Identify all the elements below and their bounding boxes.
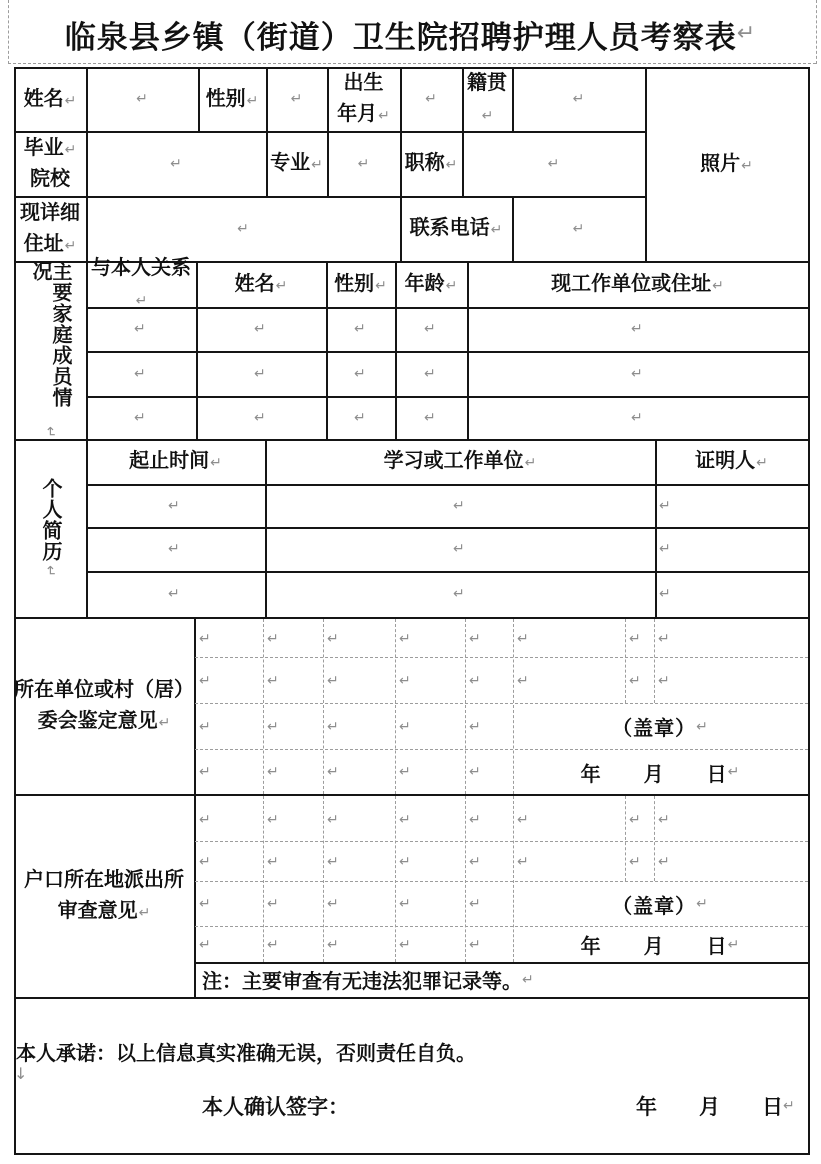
birthdate-label	[327, 67, 400, 131]
paragraph-mark: ↵	[246, 92, 259, 109]
birthdate-label-line1: 出生	[343, 72, 384, 94]
signature-label	[202, 1090, 442, 1122]
paragraph-mark: ↵	[267, 672, 279, 689]
paragraph-mark: ↵	[399, 896, 411, 912]
stamp-label-text: （盖章）	[612, 895, 697, 918]
paragraph-mark: ↵	[629, 811, 641, 828]
paragraph-mark: ↵	[572, 91, 585, 107]
paragraph-mark: ↵	[134, 365, 146, 382]
paragraph-mark: ↵	[267, 936, 279, 953]
paragraph-mark: ↵	[712, 277, 724, 294]
paragraph-mark: ↵	[547, 155, 560, 172]
police-opinion-label	[14, 794, 194, 997]
paragraph-mark: ↵	[134, 321, 146, 337]
paragraph-mark: ↵	[756, 455, 768, 471]
paragraph-mark: ↵	[453, 497, 465, 514]
paragraph-mark: ↵	[168, 497, 180, 514]
family-header-gender	[326, 261, 395, 307]
paragraph-mark: ↵	[199, 811, 211, 828]
paragraph-mark: ↵	[469, 896, 481, 912]
name-input-cell[interactable]	[88, 69, 196, 129]
paragraph-mark: ↵	[275, 277, 288, 294]
paragraph-mark: ↵	[517, 853, 529, 870]
paragraph-mark: ↵	[696, 718, 709, 735]
paragraph-mark: ↵	[327, 811, 339, 828]
paragraph-mark: ↵	[64, 92, 77, 109]
text-boundary-bottom	[8, 63, 816, 64]
paragraph-mark: ↵	[631, 321, 643, 337]
paragraph-mark: ↵	[399, 936, 411, 953]
family-row-3[interactable]	[86, 396, 808, 439]
police-opinion-note	[194, 962, 808, 997]
paragraph-mark: ↵	[170, 155, 182, 172]
paragraph-mark: ↵	[41, 565, 58, 577]
native-place-label	[462, 67, 512, 131]
paragraph-mark: ↵	[658, 853, 670, 870]
paragraph-mark: ↵	[327, 896, 339, 912]
paragraph-mark: ↵	[727, 764, 741, 780]
header-text: 起止时间	[129, 450, 210, 472]
paragraph-mark: ↵	[354, 365, 366, 382]
header-text: 年龄	[404, 272, 445, 295]
police-opinion-write-row-1[interactable]	[194, 798, 808, 841]
paragraph-mark: ↵	[210, 455, 222, 471]
major-label	[266, 131, 327, 196]
paragraph-mark: ↵	[41, 426, 58, 438]
paragraph-mark: ↵	[783, 1098, 795, 1114]
paragraph-mark: ↵	[199, 936, 211, 953]
paragraph-mark: ↵	[290, 91, 303, 107]
family-row-1[interactable]	[86, 307, 808, 351]
paragraph-mark: ↵	[736, 21, 757, 46]
paragraph-mark: ↵	[424, 365, 436, 382]
paragraph-mark: ↵	[199, 853, 211, 870]
address-label-line1: 现详细	[20, 201, 80, 224]
table-line	[808, 67, 810, 1155]
paragraph-mark: ↵	[490, 222, 503, 238]
paragraph-mark: ↵	[399, 630, 411, 647]
paragraph-mark: ↵	[727, 936, 741, 953]
header-text: 学习或工作单位	[383, 450, 524, 472]
paragraph-mark: ↵	[517, 811, 529, 828]
date-label-text: 年 月 日	[636, 1095, 783, 1119]
paragraph-mark: ↵	[237, 220, 249, 237]
paragraph-mark: ↵	[375, 277, 387, 294]
paragraph-mark: ↵	[631, 409, 643, 426]
paragraph-mark: ↵	[469, 630, 481, 647]
name-label	[14, 67, 86, 131]
resume-header-period	[86, 439, 265, 484]
paragraph-mark: ↵	[134, 409, 146, 426]
photo-area[interactable]	[645, 67, 808, 261]
address-input-cell[interactable]	[88, 198, 398, 259]
paragraph-mark: ↵	[629, 630, 641, 647]
native-place-label-text: 籍贯	[467, 72, 507, 94]
police-opinion-label-line2: 审查意见	[57, 899, 138, 922]
paragraph-mark: ↵	[327, 630, 339, 647]
paragraph-mark: ↵	[399, 853, 411, 870]
paragraph-mark: ↵	[629, 672, 641, 689]
unit-opinion-write-row-2[interactable]	[194, 658, 808, 703]
paragraph-mark: ↵	[469, 672, 481, 689]
paragraph-mark: ↵	[327, 936, 339, 953]
address-label	[14, 196, 86, 261]
paragraph-mark: ↵	[522, 971, 534, 988]
family-section-label-text: 主要家庭成员情况	[29, 261, 71, 408]
header-text: 姓名	[234, 272, 275, 295]
stamp-label-text: （盖章）	[612, 718, 697, 740]
birthdate-input-cell[interactable]	[402, 69, 460, 129]
note-text: 注：主要审查有无违法犯罪记录等。	[202, 971, 522, 993]
paragraph-mark: ↵	[445, 157, 458, 173]
gender-label-text: 性别	[205, 87, 246, 110]
paragraph-mark: ↵	[327, 718, 339, 735]
resume-section-label-text: 个人简历	[39, 478, 61, 562]
paragraph-mark: ↵	[399, 672, 411, 689]
paragraph-mark: ↵	[327, 672, 339, 689]
paragraph-mark: ↵	[659, 541, 671, 557]
paragraph-mark: ↵	[453, 541, 465, 557]
unit-opinion-label-line1: 所在单位或村（居）	[14, 678, 194, 701]
paragraph-mark: ↵	[199, 718, 211, 735]
paragraph-mark: ↵	[424, 321, 436, 337]
paragraph-mark: ↵	[399, 811, 411, 828]
paragraph-mark: ↵	[254, 365, 266, 382]
paragraph-mark: ↵	[354, 321, 366, 337]
school-input-cell[interactable]	[88, 133, 264, 194]
date-label-text: 年 月 日	[580, 936, 728, 958]
family-header-relation	[86, 257, 196, 309]
native-place-input-cell[interactable]	[514, 69, 643, 129]
photo-label-text: 照片	[700, 152, 741, 175]
address-label-line2: 住址	[23, 232, 64, 255]
paragraph-mark: ↵	[267, 764, 279, 780]
paragraph-mark: ↵	[399, 764, 411, 780]
police-opinion-label-line1: 户口所在地派出所	[24, 868, 184, 891]
paragraph-mark: ↵	[658, 672, 670, 689]
family-row-2[interactable]	[86, 351, 808, 396]
paragraph-mark: ↵	[469, 811, 481, 828]
paragraph-mark: ↵	[199, 896, 211, 912]
police-opinion-stamp	[513, 882, 808, 926]
paragraph-mark: ↵	[517, 672, 529, 689]
paragraph-mark: ↵	[327, 764, 339, 780]
paragraph-mark: ↵	[267, 718, 279, 735]
jobtitle-label	[400, 131, 462, 196]
jobtitle-input-cell[interactable]	[464, 133, 643, 194]
paragraph-mark: ↵	[254, 321, 266, 337]
paragraph-mark: ↵	[696, 896, 709, 912]
police-opinion-write-row-2[interactable]	[194, 842, 808, 881]
unit-opinion-date	[513, 750, 808, 794]
phone-label	[400, 196, 512, 261]
resume-header-organization	[265, 439, 655, 484]
paragraph-mark: ↵	[469, 853, 481, 870]
paragraph-mark: ↵	[658, 630, 670, 647]
signature-date	[636, 1090, 811, 1122]
paragraph-mark: ↵	[311, 157, 323, 173]
paragraph-mark: ↵	[357, 155, 370, 172]
paragraph-mark: ↵	[425, 91, 437, 107]
paragraph-mark: ↵	[199, 672, 211, 689]
phone-label-text: 联系电话	[409, 217, 490, 239]
signature-label-text: 本人确认签字：	[202, 1095, 349, 1119]
school-label-line2: 院校	[29, 167, 70, 190]
paragraph-mark: ↵	[64, 237, 77, 254]
table-line	[14, 997, 810, 999]
paragraph-mark: ↵	[254, 409, 266, 426]
paragraph-mark: ↵	[469, 764, 481, 780]
paragraph-mark: ↵	[267, 853, 279, 870]
paragraph-mark: ↵	[64, 141, 77, 158]
paragraph-mark: ↵	[378, 108, 390, 124]
paragraph-mark: ↵	[136, 91, 148, 107]
unit-opinion-label	[14, 617, 194, 794]
school-label-line1: 毕业	[23, 136, 64, 159]
family-section-label	[14, 261, 86, 439]
paragraph-mark: ↵	[469, 936, 481, 953]
paragraph-mark: ↵	[658, 811, 670, 828]
paragraph-mark: ↵	[524, 455, 537, 471]
paragraph-mark: ↵	[481, 108, 494, 124]
paragraph-mark: ↵	[267, 811, 279, 828]
resume-row-2[interactable]	[86, 527, 808, 571]
paragraph-mark: ↵	[199, 630, 211, 647]
paragraph-mark: ↵	[199, 764, 211, 780]
paragraph-mark: ↵	[453, 586, 465, 602]
unit-opinion-write-row-1[interactable]	[194, 620, 808, 657]
paragraph-mark: ↵	[469, 718, 481, 735]
family-header-workplace	[467, 261, 808, 307]
resume-header-reference	[655, 439, 808, 484]
paragraph-mark: ↵	[399, 718, 411, 735]
unit-opinion-stamp	[513, 704, 808, 749]
paragraph-mark: ↵	[327, 853, 339, 870]
resume-row-1[interactable]	[86, 484, 808, 527]
form-title-text: 临泉县乡镇（街道）卫生院招聘护理人员考察表	[64, 19, 737, 55]
paragraph-mark: ↵	[168, 541, 180, 557]
header-text: 性别	[334, 272, 375, 295]
date-label-text: 年 月 日	[580, 763, 728, 786]
paragraph-mark: ↵	[659, 586, 671, 602]
resume-row-3[interactable]	[86, 571, 808, 617]
major-label-text: 专业	[270, 152, 311, 174]
family-header-age	[395, 261, 467, 307]
gender-input-cell[interactable]	[268, 69, 325, 129]
paragraph-mark: ↵	[354, 409, 366, 426]
paragraph-mark: ↵	[631, 365, 643, 382]
paragraph-mark: ↵	[135, 293, 148, 309]
family-header-name	[196, 261, 326, 307]
paragraph-mark: ↵	[158, 714, 171, 731]
form-title	[0, 6, 821, 62]
paragraph-mark: ↵	[267, 630, 279, 647]
header-text: 现工作单位或住址	[551, 272, 712, 295]
paragraph-mark: ↵	[629, 853, 641, 870]
promise-text: 本人承诺：以上信息真实准确无误，否则责任自负。	[16, 1042, 476, 1065]
major-input-cell[interactable]	[329, 133, 398, 194]
paragraph-mark: ↵	[168, 586, 180, 602]
paragraph-mark: ↵	[572, 220, 585, 237]
line-break-mark: ↓	[14, 1064, 28, 1083]
police-opinion-date	[513, 927, 808, 962]
table-line	[14, 1153, 810, 1155]
header-text: 与本人关系	[91, 257, 191, 279]
jobtitle-label-text: 职称	[404, 152, 445, 174]
promise-statement	[16, 1034, 716, 1068]
birthdate-label-line2: 年月	[337, 103, 378, 125]
paragraph-mark: ↵	[741, 157, 753, 174]
paragraph-mark: ↵	[424, 409, 436, 426]
resume-section-label	[14, 439, 86, 617]
name-label-text: 姓名	[23, 87, 64, 110]
gender-label	[198, 67, 266, 131]
unit-opinion-label-line2: 委会鉴定意见	[37, 709, 158, 732]
paragraph-mark: ↵	[138, 904, 151, 921]
phone-input-cell[interactable]	[514, 198, 643, 259]
paragraph-mark: ↵	[517, 630, 529, 647]
header-text: 证明人	[695, 450, 756, 472]
paragraph-mark: ↵	[445, 277, 458, 294]
school-label	[14, 131, 86, 196]
paragraph-mark: ↵	[659, 497, 671, 514]
paragraph-mark: ↵	[267, 896, 279, 912]
